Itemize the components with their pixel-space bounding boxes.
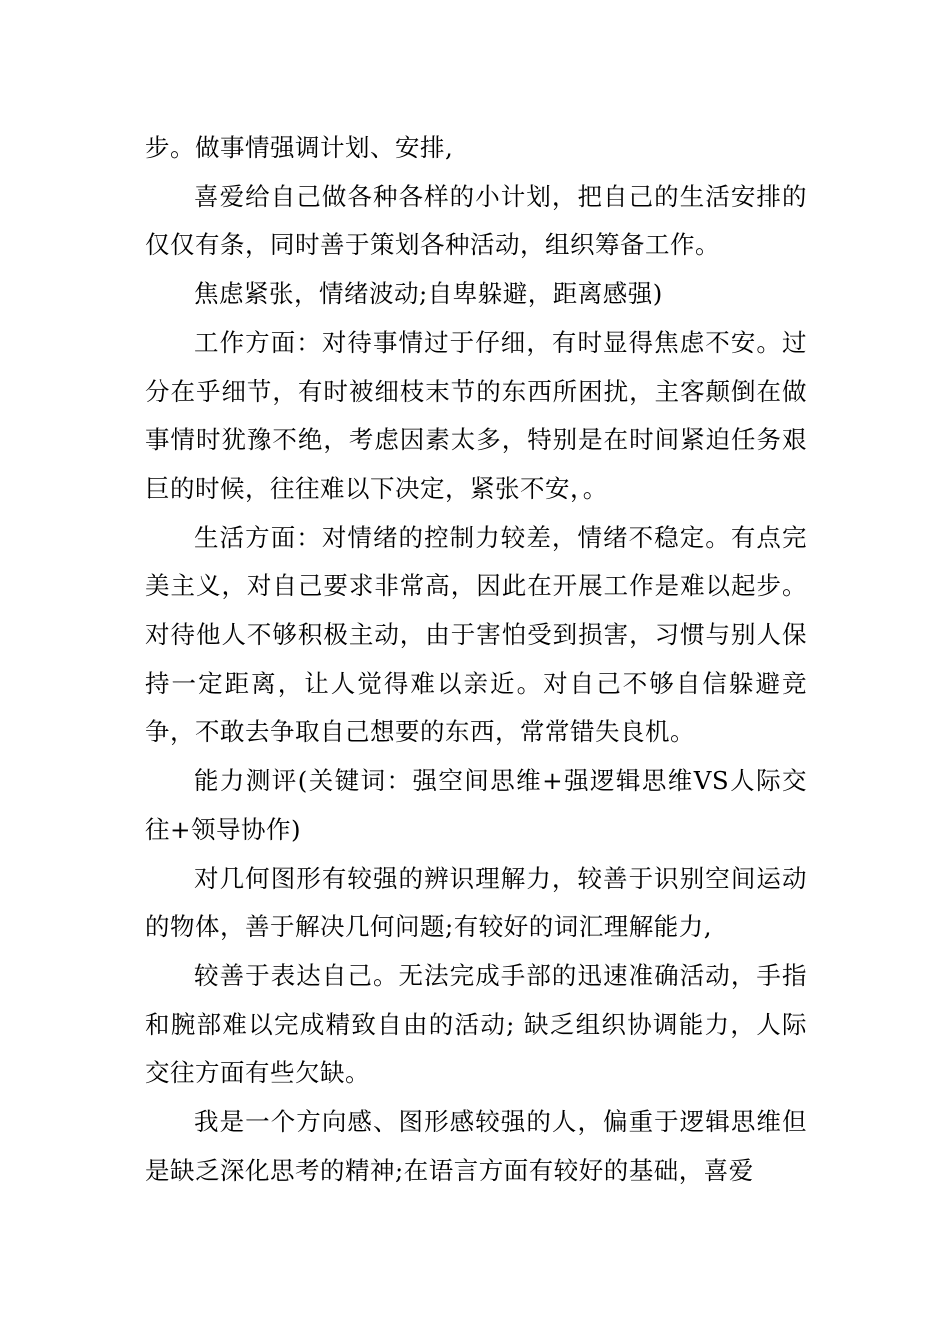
paragraph-2: 喜爱给自己做各种各样的小计划，把自己的生活安排的仅仅有条，同时善于策划各种活动，组织筹备工作。 [145,181,807,260]
paragraph-6: 能力测评(关键词：强空间思维+强逻辑思维VS人际交往+领导协作) [145,766,807,844]
paragraph-8: 较善于表达自己。无法完成手部的迅速准确活动，手指和腕部难以完成精致自由的活动; 缺乏组织协调能力，人际交往方面有些欠缺。 [145,960,807,1088]
paragraph-9: 我是一个方向感、图形感较强的人，偏重于逻辑思维但是缺乏深化思考的精神;在语言方面有较好的基础，喜爱 [145,1107,807,1185]
paragraph-3: 焦虑紧张，情绪波动;自卑躲避，距离感强) [194,279,663,309]
paragraph-5: 生活方面：对情绪的控制力较差，情绪不稳定。有点完美主义，对自己要求非常高，因此在开展工作是难以起步。对待他人不够积极主动，由于害怕受到损害，习惯与别人保持一定距离，让人觉得难以亲近。对自己不够自信躲避竞争，不敢去争取自己想要的东西，常常错失良机。 [145,522,807,747]
paragraph-1: 步。做事情强调计划、安排, [145,133,454,162]
paragraph-4: 工作方面：对待事情过于仔细，有时显得焦虑不安。过分在乎细节，有时被细枝末节的东西所困扰，主客颠倒在做事情时犹豫不绝，考虑因素太多，特别是在时间紧迫任务艰巨的时候，往往难以下决定，紧张不安，。 [145,327,807,503]
paragraph-7: 对几何图形有较强的辨识理解力，较善于识别空间运动的物体，善于解决几何问题;有较好的词汇理解能力, [145,863,807,942]
document-body [145,124,807,1195]
